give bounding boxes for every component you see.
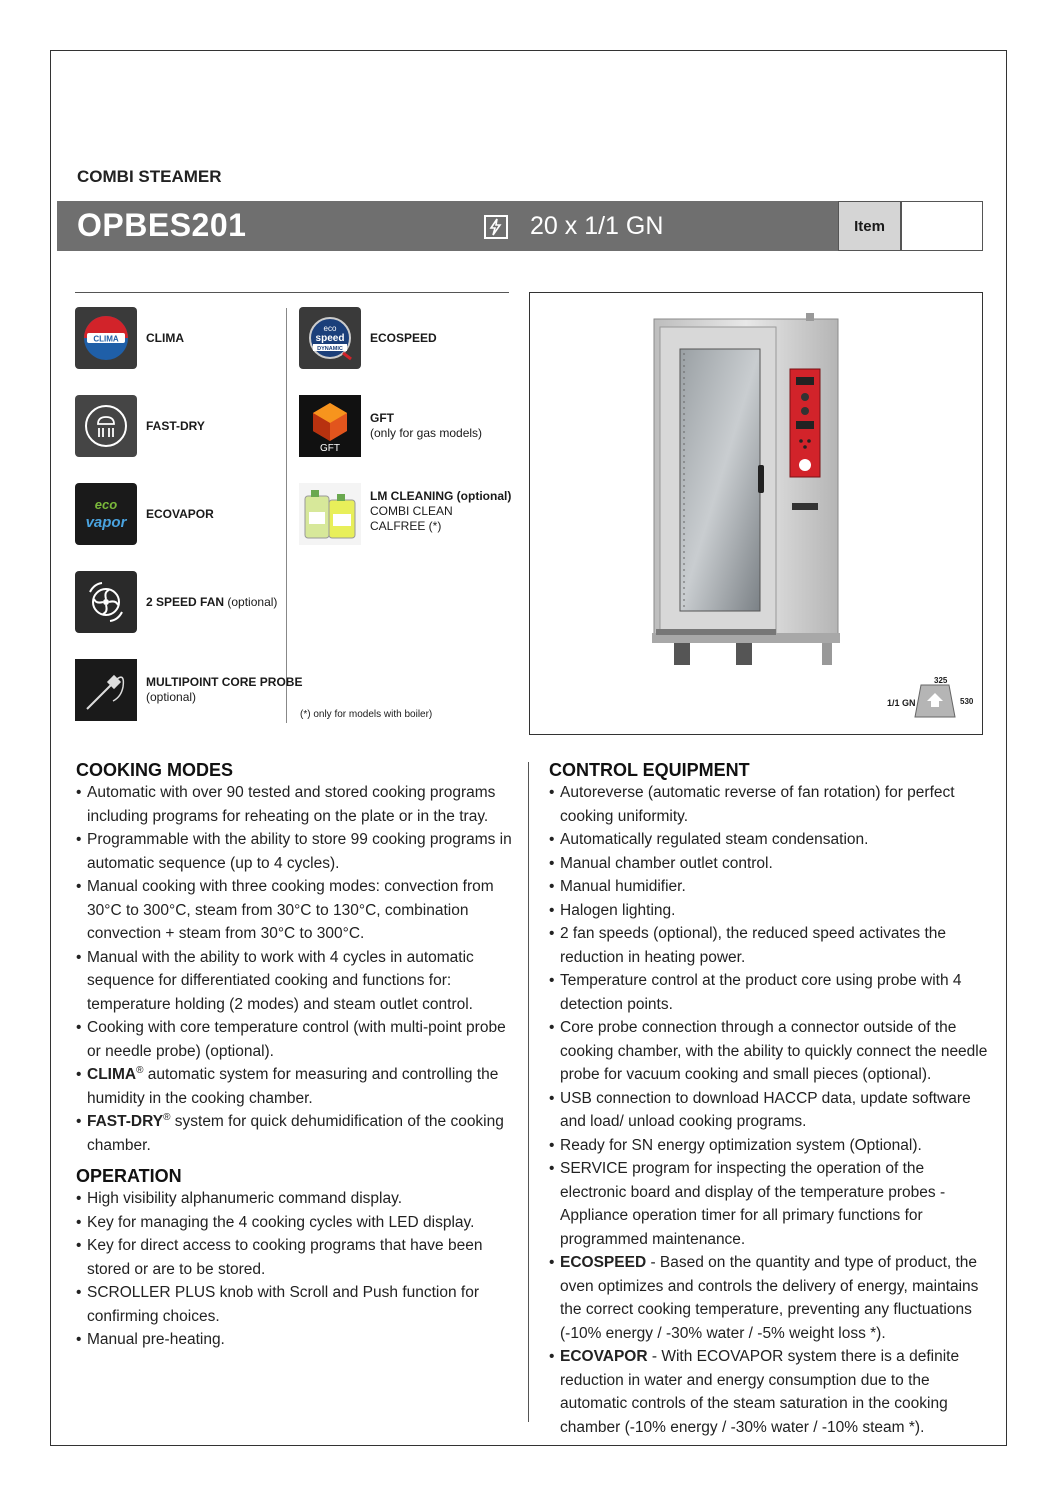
fan-icon xyxy=(75,571,137,633)
operation-title: OPERATION xyxy=(76,1166,182,1186)
feature-ecospeed: eco speed DYNAMIC ECOSPEED xyxy=(299,307,437,369)
list-item: • Core probe connection through a connector outside of the cooking chamber, with the ability to quickly connect the needle probe for vacuum cooking and small pieces (optional). xyxy=(549,1016,989,1087)
control-equipment-title: CONTROL EQUIPMENT xyxy=(549,760,750,780)
column-divider xyxy=(528,762,529,1422)
core-probe-icon xyxy=(75,659,137,721)
gn-pan-icon xyxy=(913,683,957,719)
cooking-modes-title: COOKING MODES xyxy=(76,760,234,780)
right-column xyxy=(549,759,989,1447)
list-item: • Halogen lighting. xyxy=(549,899,989,923)
list-item: • Cooking with core temperature control (with multi-point probe or needle probe) (optional). xyxy=(76,1016,516,1063)
svg-text:speed: speed xyxy=(315,333,345,344)
list-item: • Manual chamber outlet control. xyxy=(549,852,989,876)
ecospeed-icon xyxy=(299,307,361,369)
svg-text:DYNAMIC: DYNAMIC xyxy=(317,346,343,352)
lm-cleaning-icon xyxy=(299,483,361,545)
operation-list xyxy=(76,1187,516,1352)
gft-icon xyxy=(299,395,361,457)
feature-gft: GFT GFT (only for gas models) xyxy=(299,395,482,457)
list-item: • 2 fan speeds (optional), the reduced speed activates the reduction in heating power. xyxy=(549,922,989,969)
ecovapor-icon xyxy=(75,483,137,545)
list-item: • SERVICE program for inspecting the operation of the electronic board and display of the temperature probes - Appliance operation timer for all primary functions for programmed maintenance. xyxy=(549,1157,989,1251)
list-item: • Key for managing the 4 cooking cycles with LED display. xyxy=(76,1211,516,1235)
list-item: • Automatically regulated steam condensation. xyxy=(549,828,989,852)
list-item: • Manual cooking with three cooking modes: convection from 30°C to 300°C, steam from 30°C to 130°C, combination convection + steam from 30°C to 300°C. xyxy=(76,875,516,946)
svg-text:GFT: GFT xyxy=(320,443,340,453)
list-item-ecospeed: • ECOSPEED - Based on the quantity and type of product, the oven optimizes and controls the delivery of energy, maintains the correct cooking temperature, preventing any fluctuations (-10% energy / -30% water / -5% weight loss *). xyxy=(549,1251,989,1345)
list-item: • Temperature control at the product core using probe with 4 detection points. xyxy=(549,969,989,1016)
feature-footnote: (*) only for models with boiler) xyxy=(300,709,433,720)
list-item: • Ready for SN energy optimization system (Optional). xyxy=(549,1134,989,1158)
list-item: • Manual humidifier. xyxy=(549,875,989,899)
list-item-clima: • CLIMA® automatic system for measuring and controlling the humidity in the cooking chamber. xyxy=(76,1063,516,1110)
svg-text:CLIMA: CLIMA xyxy=(93,334,119,344)
list-item-ecovapor: • ECOVAPOR - With ECOVAPOR system there is a definite reduction in water and energy consumption due to the automatic controls of the steam saturation in the cooking chamber (-10% energy / -30% water / -10% steam *). xyxy=(549,1345,989,1439)
features-divider xyxy=(75,292,509,293)
list-item: • Manual pre-heating. xyxy=(76,1328,516,1352)
gn-dimension-depth: 530 xyxy=(960,697,974,706)
cooking-modes-list xyxy=(76,781,516,1157)
feature-multipoint-core-probe: MULTIPOINT CORE PROBE (optional) xyxy=(75,659,302,721)
model-name: OPBES201 xyxy=(77,207,247,243)
gn-label: 1/1 GN xyxy=(887,698,916,708)
capacity: 20 x 1/1 GN xyxy=(530,212,664,240)
svg-text:eco: eco xyxy=(94,497,118,512)
feature-fast-dry: FAST-DRY xyxy=(75,395,205,457)
control-equipment-list xyxy=(549,781,989,1439)
gn-dimension-width: 325 xyxy=(934,676,948,685)
product-image-frame xyxy=(529,292,983,735)
list-item: • Key for direct access to cooking programs that have been stored or are to be stored. xyxy=(76,1234,516,1281)
feature-lm-cleaning: LM CLEANING (optional) COMBI CLEAN CALFREE (*) xyxy=(299,483,511,545)
list-item: • Manual with the ability to work with 4 cycles in automatic sequence for differentiated cooking and functions for: temperature holding (2 modes) and steam outlet control. xyxy=(76,946,516,1017)
fast-dry-icon xyxy=(75,395,137,457)
svg-text:vapor: vapor xyxy=(85,514,127,531)
list-item: • SCROLLER PLUS knob with Scroll and Push function for confirming choices. xyxy=(76,1281,516,1328)
item-field[interactable] xyxy=(901,201,983,251)
clima-icon xyxy=(75,307,137,369)
left-column xyxy=(76,759,516,1360)
product-category: COMBI STEAMER xyxy=(77,167,222,186)
list-item: • High visibility alphanumeric command display. xyxy=(76,1187,516,1211)
feature-clima: CLIMA CLIMA xyxy=(75,307,184,369)
feature-ecovapor: eco vapor ECOVAPOR xyxy=(75,483,214,545)
list-item: • Autoreverse (automatic reverse of fan rotation) for perfect cooking uniformity. xyxy=(549,781,989,828)
list-item: • USB connection to download HACCP data, update software and load/ unload cooking programs. xyxy=(549,1087,989,1134)
oven-image xyxy=(530,293,982,734)
item-label: Item xyxy=(838,201,901,251)
svg-text:eco: eco xyxy=(323,324,337,333)
electric-icon xyxy=(484,215,508,239)
feature-2-speed-fan: 2 SPEED FAN (optional) xyxy=(75,571,277,633)
list-item-fast-dry: • FAST-DRY® system for quick dehumidification of the cooking chamber. xyxy=(76,1110,516,1157)
list-item: • Programmable with the ability to store 99 cooking programs in automatic sequence (up to 4 cycles). xyxy=(76,828,516,875)
list-item: • Automatic with over 90 tested and stored cooking programs including programs for reheating on the plate or in the tray. xyxy=(76,781,516,828)
